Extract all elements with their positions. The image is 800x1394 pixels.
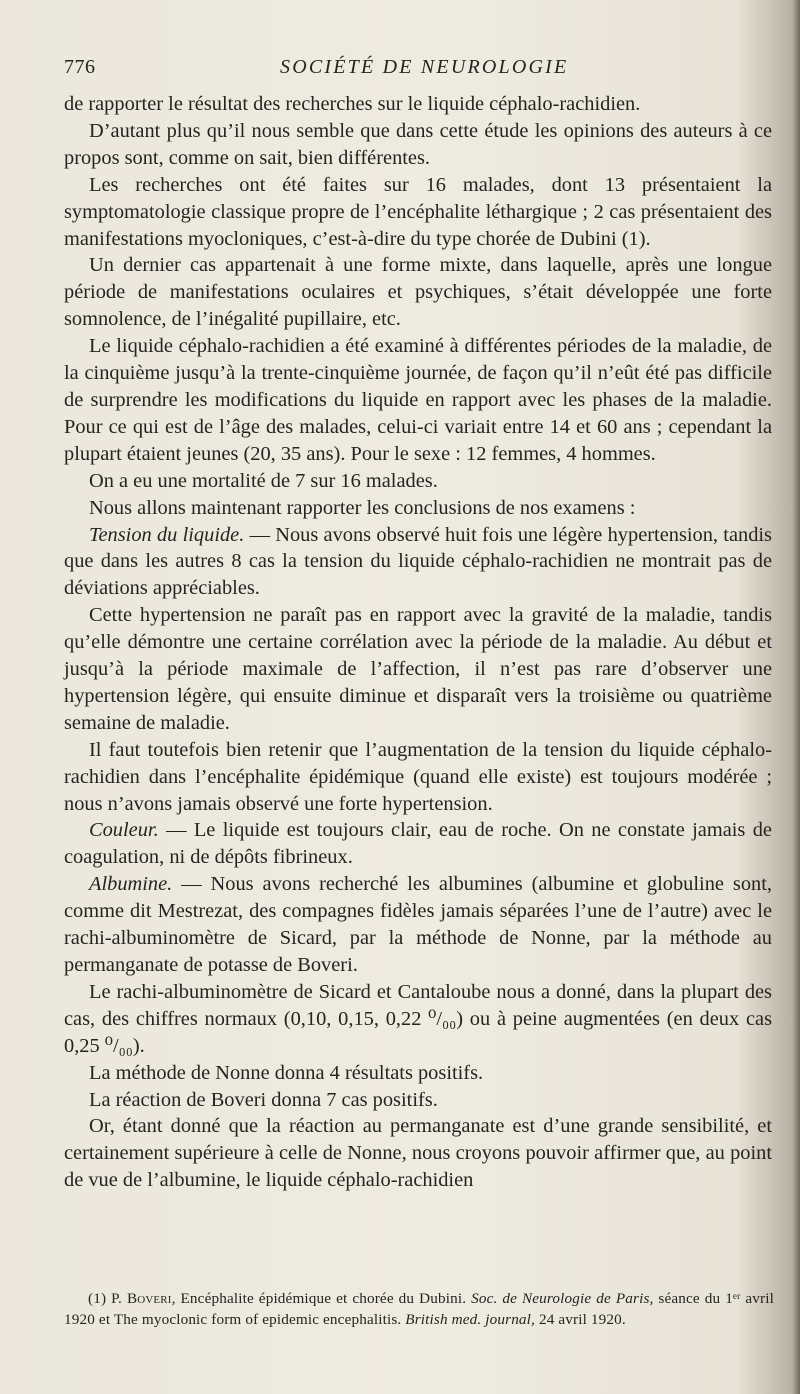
paragraph: Cette hypertension ne paraît pas en rapport avec la gravité de la maladie, tandis qu’elle démontre une certaine corrélation avec la période de la maladie. Au début et jusqu’à la période maximale de l’affection, il n’est pas rare d’observer une hypertension légère, qui ensuite diminue et disparaît vers la troisième ou quatrième semaine de maladie. [64, 604, 772, 734]
footnote-text [64, 1288, 774, 1330]
paragraph-couleur [64, 817, 772, 871]
paragraph: Le rachi-albuminomètre de Sicard et Cantaloube nous a donné, dans la plupart des cas, des chiffres normaux (0,10, 0,15, 0,22 ⁰/₀₀) ou à peine augmentées (en deux cas 0,25 ⁰/₀₀). [64, 980, 772, 1057]
paragraph: Un dernier cas appartenait à une forme mixte, dans laquelle, après une longue période de manifestations oculaires et psychiques, s’était développée une forte somnolence, de l’inégalité pupillaire, etc. [64, 254, 772, 331]
paragraph-text: — Nous avons observé huit fois une légère hypertension, tandis que dans les autres 8 cas la tension du liquide céphalo-rachidien ne montrait pas de déviations appréciables. [64, 523, 772, 600]
section-label-albumine: Albumine. [89, 873, 173, 896]
body-text [64, 91, 772, 1194]
footnote-text-c: 24 avril 1920. [535, 1311, 626, 1328]
paragraph-tension [64, 522, 772, 603]
paragraph: Il faut toutefois bien retenir que l’augmentation de la tension du liquide céphalo-rachidien dans l’encéphalite épidémique (quand elle existe) est toujours modérée ; nous n’avons jamais observé une forte hypertension. [64, 738, 772, 815]
paragraph: Or, étant donné que la réaction au permanganate est d’une grande sensibilité, et certainement supérieure à celle de Nonne, nous croyons pouvoir affirmer que, au point de vue de l’albumine, le liquide céphalo-rachidien [64, 1115, 772, 1192]
paragraph-text: — Le liquide est toujours clair, eau de roche. On ne constate jamais de coagulation, ni de dépôts fibrineux. [64, 819, 772, 869]
running-title: SOCIÉTÉ DE NEUROLOGIE [280, 56, 569, 78]
paragraph: On a eu une mortalité de 7 sur 16 malades. [89, 469, 438, 492]
page-number: 776 [64, 56, 96, 78]
section-label-couleur: Couleur. [89, 819, 159, 842]
paragraph: Nous allons maintenant rapporter les conclusions de nos examens : [89, 496, 636, 519]
footnote-source: Soc. de Neurologie de Paris, [471, 1290, 654, 1307]
paragraph-albumine [64, 871, 772, 979]
paragraph-text: — Nous avons recherché les albumines (albumine et globuline sont, comme dit Mestrezat, des compagnes fidèles jamais séparées l’une de l’autre) avec le rachi-albuminomètre de Sicard, par la méthode de Nonne, par la méthode au permanganate de potasse de Boveri. [64, 873, 772, 976]
paragraph: de rapporter le résultat des recherches sur le liquide céphalo-rachidien. [64, 93, 641, 115]
paragraph: Les recherches ont été faites sur 16 malades, dont 13 présentaient la symptomatologie classique propre de l’encéphalite léthargique ; 2 cas présentaient des manifestations myocloniques, c’est-à-dire du type chorée de Dubini (1). [64, 173, 772, 250]
section-label-tension: Tension du liquide. [89, 523, 245, 546]
running-header [64, 52, 764, 84]
paragraph: La réaction de Boveri donna 7 cas positifs. [89, 1088, 438, 1111]
footnote-author: P. Boveri, [111, 1290, 176, 1307]
footnote-marker: (1) [88, 1290, 107, 1307]
footnote-text-a: Encéphalite épidémique et chorée du Dubini. [175, 1290, 472, 1307]
footnote [64, 1288, 774, 1330]
paragraph: La méthode de Nonne donna 4 résultats positifs. [89, 1061, 484, 1084]
paragraph: D’autant plus qu’il nous semble que dans cette étude les opinions des auteurs à ce propos sont, comme on sait, bien différentes. [64, 119, 772, 169]
footnote-text-b: séance du 1ᵉʳ avril 1920 et The myoclonic form of epidemic encephalitis. [64, 1290, 774, 1328]
footnote-journal: British med. journal, [405, 1311, 535, 1328]
paragraph: Le liquide céphalo-rachidien a été examiné à différentes périodes de la maladie, de la cinquième jusqu’à la trente-cinquième journée, de façon qu’il n’eût été pas difficile de surprendre les modifications du liquide en rapport avec les phases de la maladie. Pour ce qui est de l’âge des malades, celui-ci variait entre 14 et 60 ans ; cependant la plupart étaient jeunes (20, 35 ans). Pour le sexe : 12 femmes, 4 hommes. [64, 335, 772, 465]
